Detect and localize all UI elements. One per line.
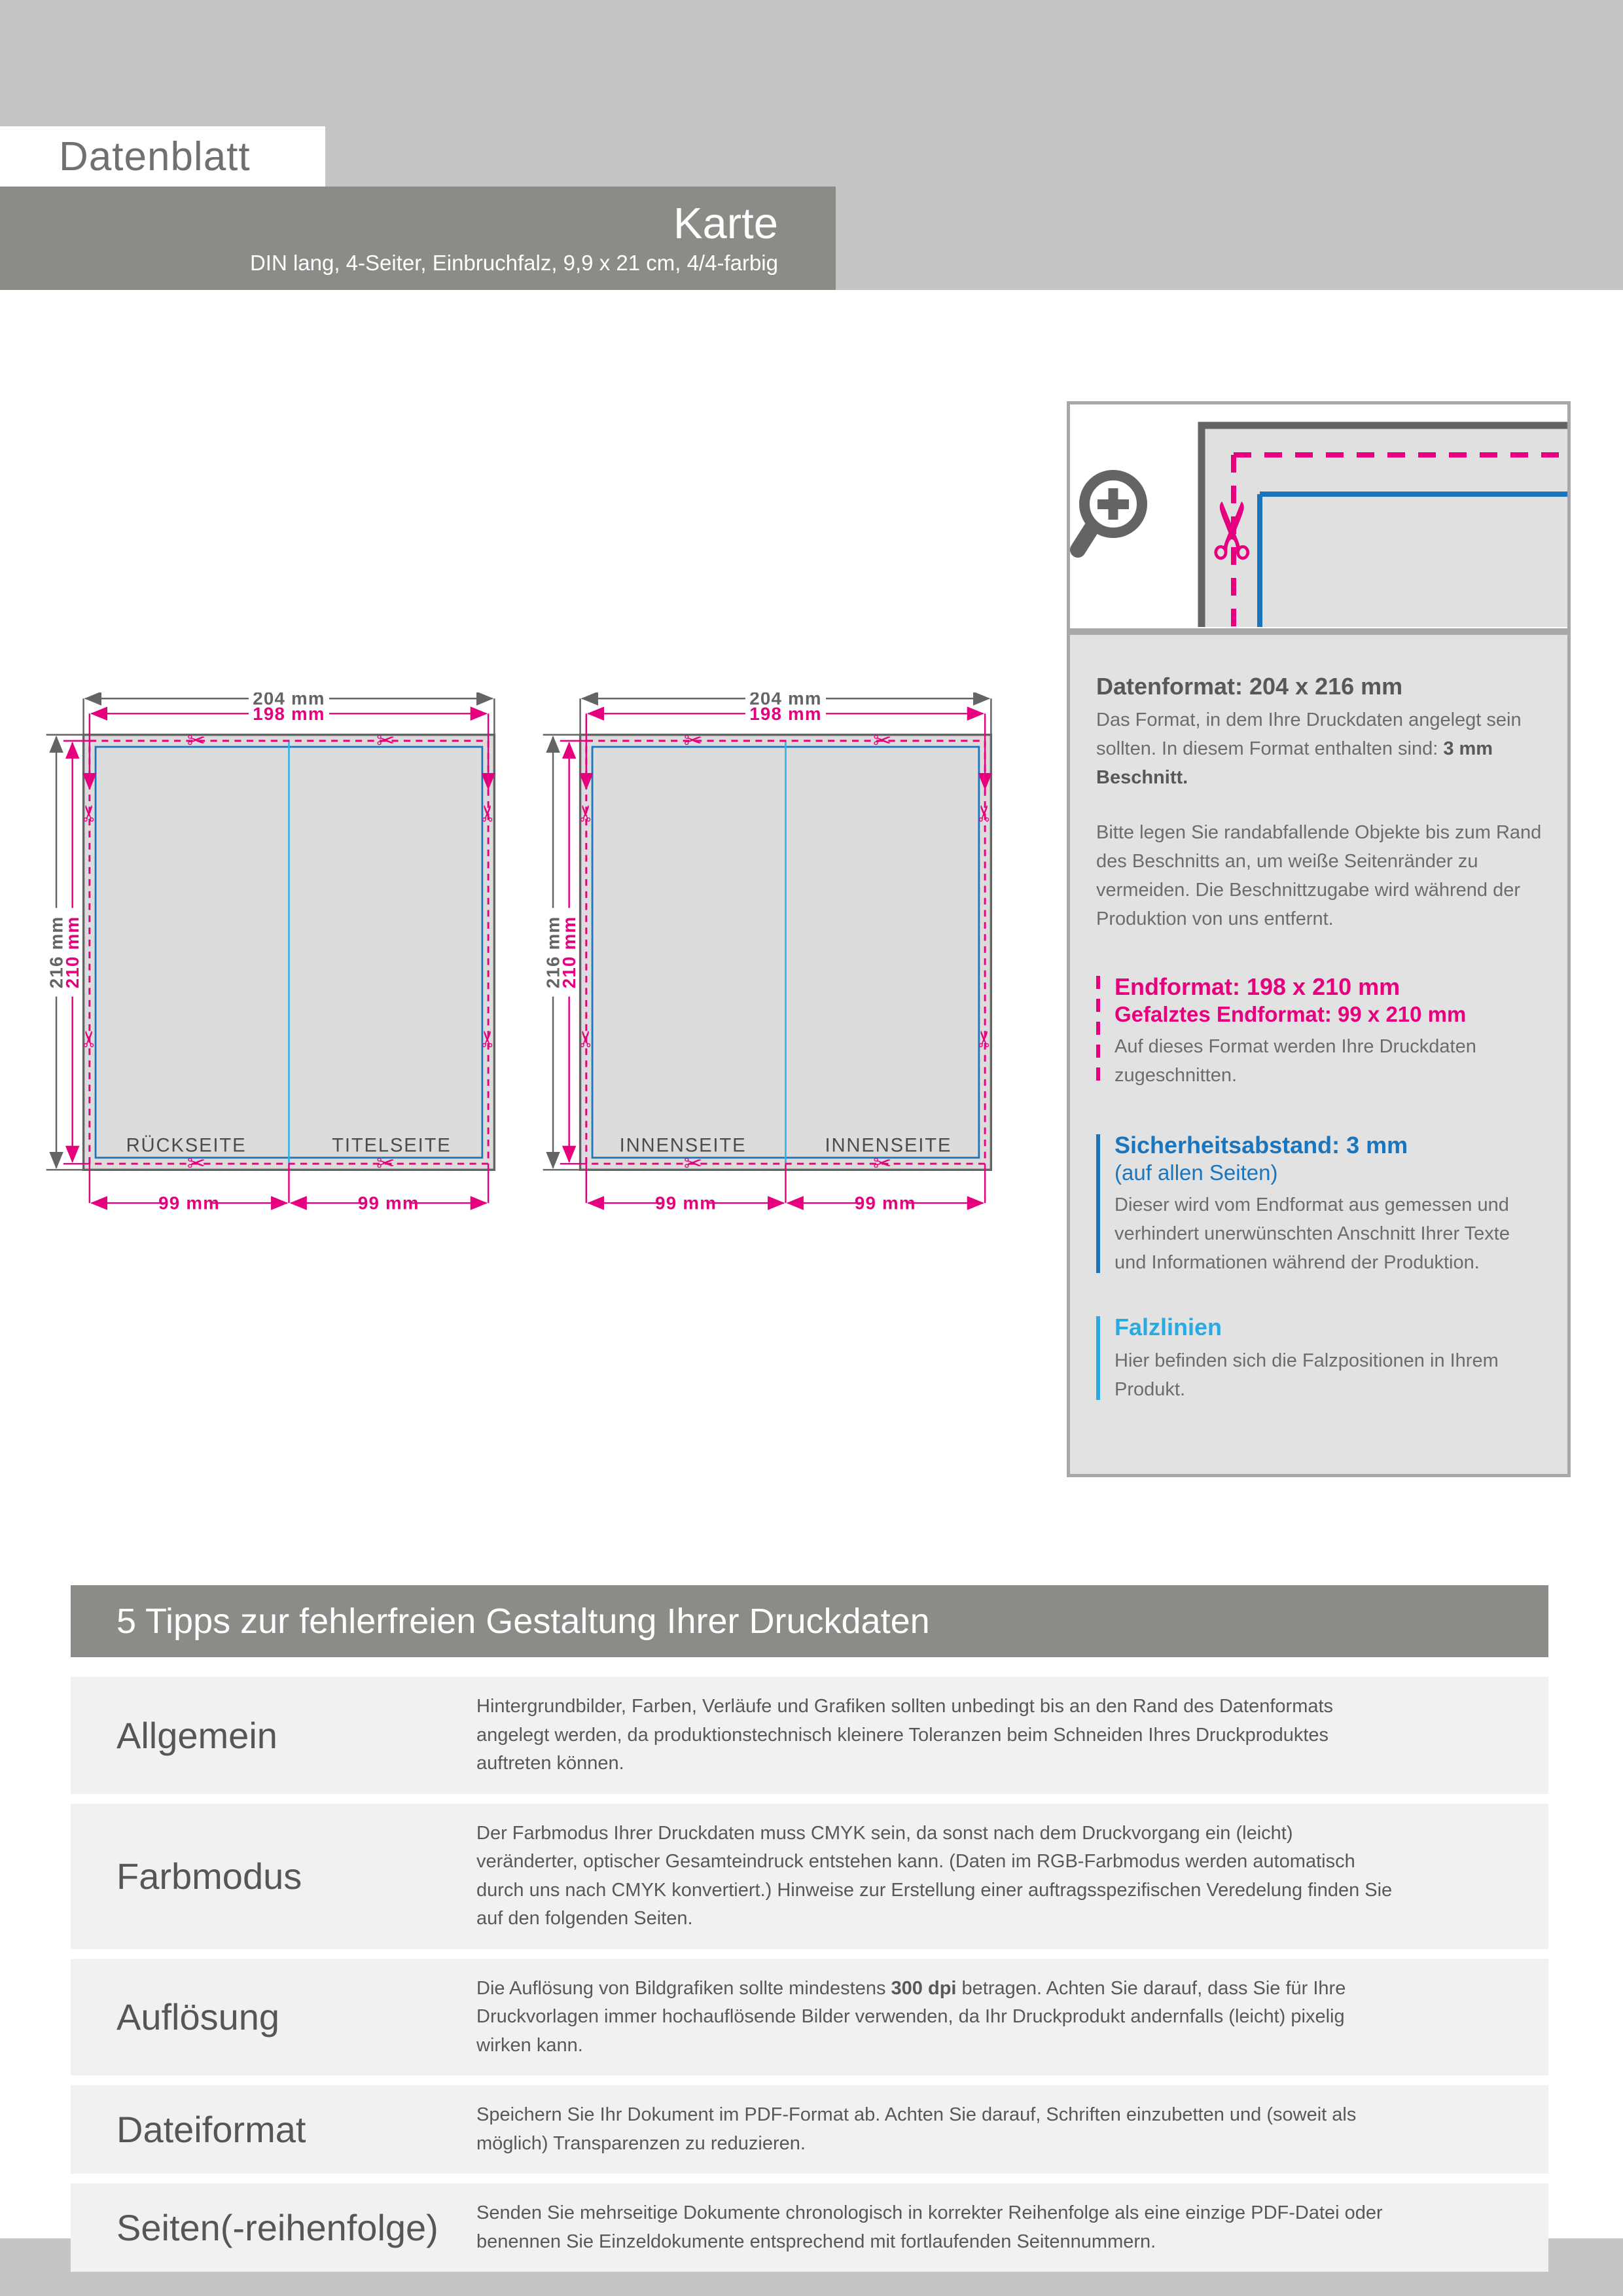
tip-label: Auflösung [116, 1996, 280, 2038]
datenformat-body-2: Bitte legen Sie randabfallende Objekte bis zum Rand des Beschnitts an, um weiße Seitenränder zu vermeiden. Die Beschnittzugabe wird während der Produktion von uns entfernt. [1096, 822, 1542, 930]
sicherheitsabstand-section [1096, 1132, 1545, 1277]
scissors-icon: ✂ [376, 1151, 395, 1177]
corner-detail-box [1067, 401, 1571, 632]
scissors-icon: ✂ [77, 1030, 102, 1049]
format-info-panel [1067, 632, 1571, 1477]
dim-datenformat-width: 204 mm [749, 692, 822, 709]
tips-heading: 5 Tipps zur fehlerfreien Gestaltung Ihrer Druckdaten [116, 1602, 930, 1641]
falzlinien-bar [1096, 1316, 1100, 1400]
scissors-icon: ✂ [376, 728, 395, 753]
falzlinien-body: Hier befinden sich die Falzpositionen in Ihrem Produkt. [1115, 1350, 1499, 1401]
datenblatt-label: Datenblatt [59, 134, 251, 179]
tip-text: Speichern Sie Ihr Dokument im PDF-Format ab. Achten Sie darauf, Schriften einzubetten und (soweit als möglich) Transparenzen zu reduzieren. [476, 2104, 1357, 2154]
dim-endformat-height: 210 mm [559, 916, 580, 989]
tip-row-seitenreihenfolge [71, 2183, 1548, 2272]
sicherheitsabstand-bar [1096, 1134, 1100, 1273]
dim-panel-left: 99 mm [655, 1193, 717, 1213]
endformat-heading: Endformat: 198 x 210 mm [1115, 973, 1400, 1000]
corner-detail-drawing [1070, 404, 1567, 627]
tip-row-aufloesung [71, 1959, 1548, 2076]
datenformat-body-1: Das Format, in dem Ihre Druckdaten angelegt sein sollten. In diesem Format enthalten sind: 3 mm Beschnitt. [1096, 709, 1522, 789]
scissors-icon: ✂ [972, 1030, 998, 1049]
scissors-icon: ✂ [476, 1030, 501, 1049]
endformat-subheading: Gefalztes Endformat: 99 x 210 mm [1115, 1001, 1467, 1026]
scissors-icon: ✂ [187, 1151, 206, 1177]
scissors-icon: ✂ [872, 1151, 892, 1177]
dim-endformat-width: 198 mm [253, 703, 325, 724]
dim-endformat-width: 198 mm [749, 703, 822, 724]
dim-panel-right: 99 mm [357, 1193, 419, 1213]
sicherheitsabstand-body: Dieser wird vom Endformat aus gemessen und verhindert unerwünschten Anschnitt Ihrer Texte und Informationen während der Produktion. [1115, 1194, 1510, 1273]
tip-row-allgemein [71, 1677, 1548, 1794]
tip-text: Der Farbmodus Ihrer Druckdaten muss CMYK sein, da sonst nach dem Druckvorgang ein (leicht) veränderter, optischer Gesamteindruck entstehen kann. (Daten im RGB-Farbmodus werden automatisch durch uns nach CMYK konvertiert.) Hinweise zur Erstellung einer auftragsspezifischen Veredelung finden Sie auf den folgenden Seiten. [476, 1822, 1393, 1929]
scissors-icon: ✂ [573, 1030, 599, 1049]
scissors-icon: ✂ [77, 804, 102, 823]
dim-datenformat-height: 216 mm [46, 916, 67, 989]
page-name-left: RÜCKSEITE [126, 1135, 247, 1157]
tip-row-dateiformat [71, 2085, 1548, 2174]
scissors-icon: ✂ [972, 804, 998, 823]
page-name-right: TITELSEITE [332, 1135, 452, 1157]
tips-table [71, 1677, 1548, 2282]
scissors-icon: ✂ [573, 804, 599, 823]
sicherheitsabstand-heading: Sicherheitsabstand: 3 mm [1115, 1131, 1408, 1158]
endformat-body: Auf dieses Format werden Ihre Druckdaten zugeschnitten. [1115, 1035, 1476, 1086]
tip-label: Farbmodus [116, 1856, 302, 1897]
endformat-dashed-bar [1096, 976, 1100, 1086]
scissors-icon: ✂ [683, 1151, 703, 1177]
falzlinien-section [1096, 1314, 1545, 1404]
tip-text: Die Auflösung von Bildgrafiken sollte mindestens 300 dpi betragen. Achten Sie darauf, dass Sie für Ihre Druckvorlagen immer hochauflösende Bilder verwenden, da Ihr Druckprodukt andernfalls (leicht) pixelig wirken kann. [476, 1977, 1346, 2056]
tip-text: Senden Sie mehrseitige Dokumente chronologisch in korrekter Reihenfolge als eine einzige PDF-Datei oder benennen Sie Einzeldokumente entsprechend mit fortlaufenden Seitennummern. [476, 2202, 1383, 2252]
scissors-icon: ✂ [476, 804, 501, 823]
tips-heading-band [71, 1585, 1548, 1657]
dim-datenformat-width: 204 mm [253, 692, 325, 709]
page-name-right: INNENSEITE [825, 1135, 952, 1157]
dim-panel-left: 99 mm [158, 1193, 221, 1213]
layout-diagram-inner-pages [540, 692, 1007, 1214]
scissors-icon: ✂ [187, 728, 206, 753]
falzlinien-heading: Falzlinien [1115, 1313, 1222, 1340]
product-subtitle: DIN lang, 4-Seiter, Einbruchfalz, 9,9 x 21 cm, 4/4-farbig [249, 251, 778, 276]
datenblatt-label-box [0, 126, 325, 187]
tip-label: Seiten(-reihenfolge) [116, 2207, 438, 2248]
tip-text: Hintergrundbilder, Farben, Verläufe und Grafiken sollten unbedingt bis an den Rand des Datenformats angelegt werden, da produktionstechnisch kleinere Toleranzen beim Schneiden Ihres Druckproduktes auftreten können. [476, 1696, 1334, 1774]
scissors-icon: ✂ [1190, 497, 1277, 564]
page-name-left: INNENSEITE [619, 1135, 747, 1157]
scissors-icon: ✂ [872, 728, 892, 753]
dim-endformat-height: 210 mm [62, 916, 83, 989]
datenformat-section [1090, 673, 1545, 934]
product-title-band [0, 187, 836, 290]
tip-label: Allgemein [116, 1714, 277, 1756]
layout-diagram-outer-pages [43, 692, 510, 1214]
datenformat-heading: Datenformat: 204 x 216 mm [1096, 673, 1403, 700]
sicherheitsabstand-subheading: (auf allen Seiten) [1115, 1160, 1278, 1185]
product-title: Karte [673, 198, 778, 248]
tip-label: Dateiformat [116, 2109, 306, 2150]
scissors-icon: ✂ [683, 728, 703, 753]
tip-row-farbmodus [71, 1804, 1548, 1949]
endformat-section [1096, 973, 1545, 1090]
dim-panel-right: 99 mm [854, 1193, 916, 1213]
dim-datenformat-height: 216 mm [543, 916, 563, 989]
magnifier-plus-icon [1078, 475, 1142, 550]
